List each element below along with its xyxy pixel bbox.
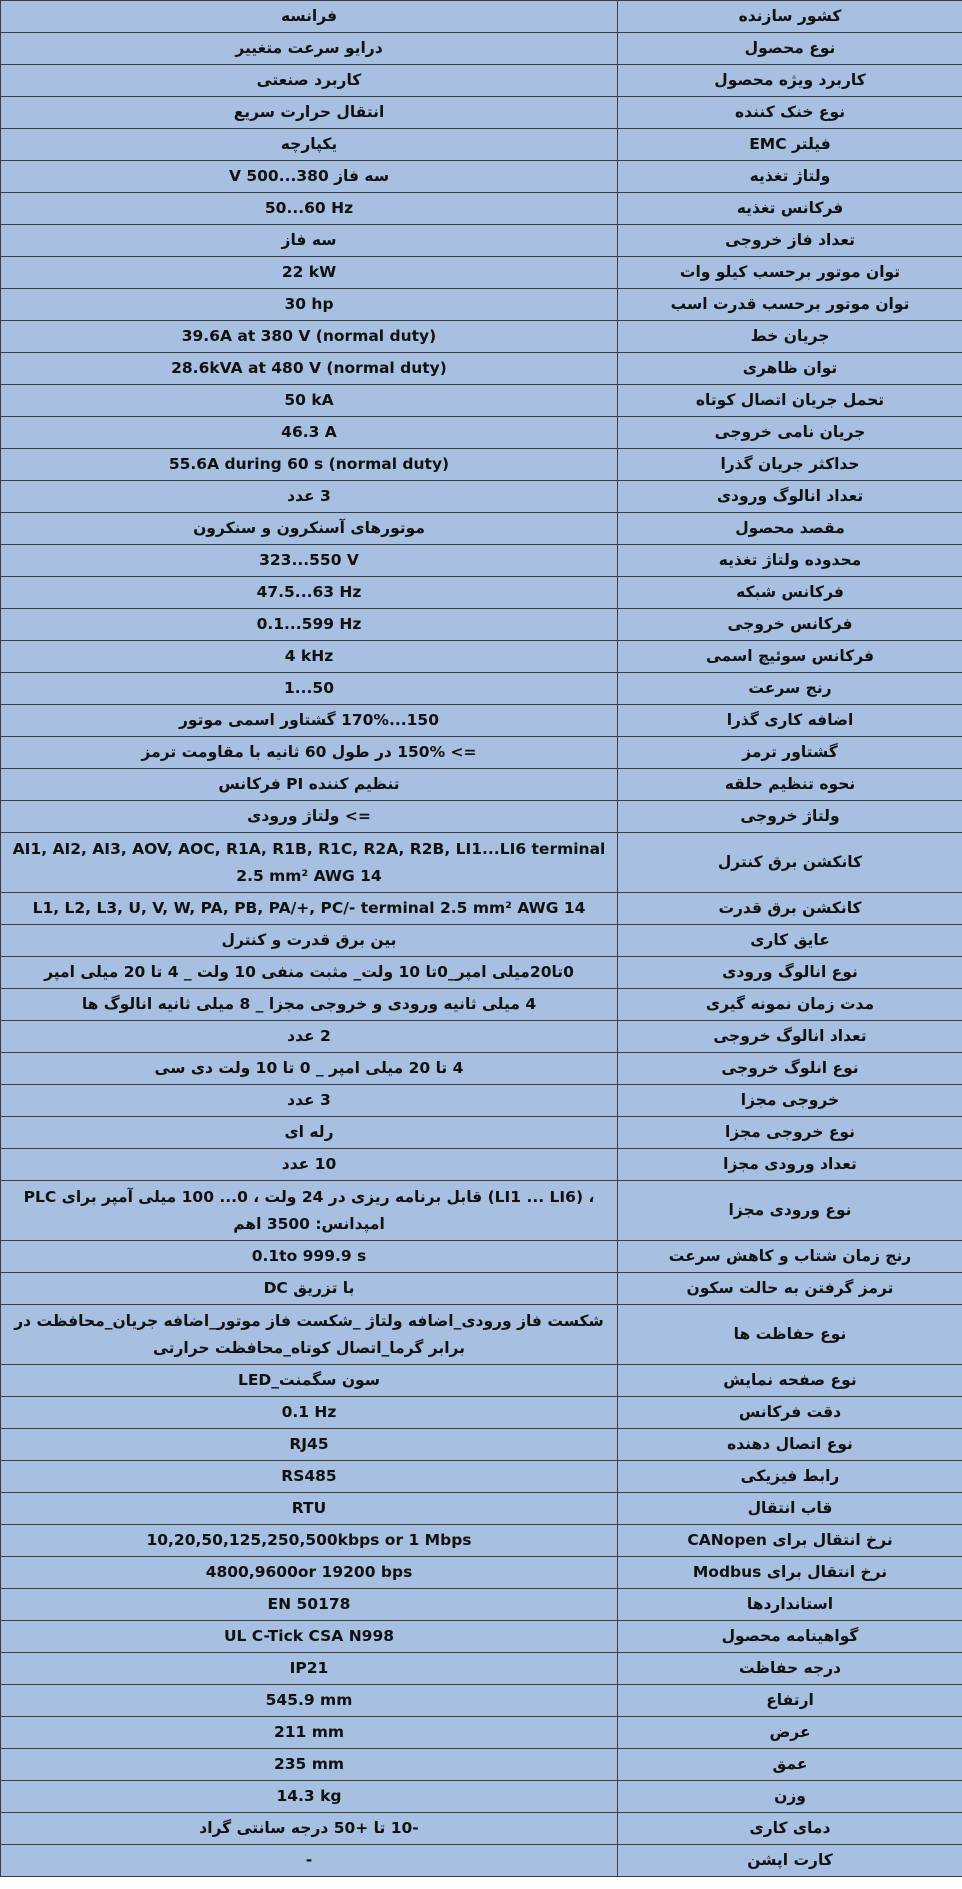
spec-label: نوع ورودی مجزا [618, 1181, 962, 1241]
spec-row [1, 1845, 962, 1877]
spec-row [1, 989, 962, 1021]
spec-label: تعداد انالوگ خروجی [618, 1021, 962, 1053]
spec-value: 323...550 V [1, 545, 618, 577]
spec-value: RTU [1, 1493, 618, 1525]
spec-label: ترمز گرفتن به حالت سکون [618, 1273, 962, 1305]
spec-row [1, 705, 962, 737]
spec-value: RS485 [1, 1461, 618, 1493]
spec-value: => ولتاژ ورودی [1, 801, 618, 833]
spec-label: رنج زمان شتاب و کاهش سرعت [618, 1241, 962, 1273]
spec-label: رابط فیزیکی [618, 1461, 962, 1493]
spec-row [1, 925, 962, 957]
spec-label: فرکانس سوئیچ اسمی [618, 641, 962, 673]
spec-value: رله ای [1, 1117, 618, 1149]
spec-label: فیلتر EMC [618, 129, 962, 161]
spec-label: درجه حفاظت [618, 1653, 962, 1685]
spec-value: 235 mm [1, 1749, 618, 1781]
spec-label: جریان نامی خروجی [618, 417, 962, 449]
spec-label: تعداد ورودی مجزا [618, 1149, 962, 1181]
spec-label: نرخ انتقال برای CANopen [618, 1525, 962, 1557]
spec-value: L1, L2, L3, U, V, W, PA, PB, PA/+, PC/- terminal 2.5 mm² AWG 14 [1, 893, 618, 925]
spec-label: گواهینامه محصول [618, 1621, 962, 1653]
spec-label: توان موتور برحسب قدرت اسب [618, 289, 962, 321]
spec-row [1, 833, 962, 893]
spec-value: 4 kHz [1, 641, 618, 673]
spec-row [1, 1053, 962, 1085]
spec-row [1, 33, 962, 65]
spec-row [1, 481, 962, 513]
spec-row [1, 513, 962, 545]
spec-row [1, 161, 962, 193]
spec-row [1, 193, 962, 225]
spec-value: 3 عدد [1, 1085, 618, 1117]
spec-value: کاربرد صنعتی [1, 65, 618, 97]
spec-row [1, 737, 962, 769]
spec-value: PLC قابل برنامه ریزی در 24 ولت ، 0... 100 میلی آمپر برای (LI1 ... LI6) ، امپدانس: 3500 اهم [1, 1181, 618, 1241]
spec-label: خروجی مجزا [618, 1085, 962, 1117]
spec-value: 55.6A during 60 s (normal duty) [1, 449, 618, 481]
spec-row [1, 1653, 962, 1685]
spec-row [1, 1749, 962, 1781]
spec-row [1, 1781, 962, 1813]
spec-row [1, 801, 962, 833]
spec-value: 4800,9600or 19200 bps [1, 1557, 618, 1589]
spec-label: گشتاور ترمز [618, 737, 962, 769]
spec-value: EN 50178 [1, 1589, 618, 1621]
spec-value: 3 عدد [1, 481, 618, 513]
spec-row [1, 641, 962, 673]
spec-row [1, 673, 962, 705]
spec-row [1, 1717, 962, 1749]
spec-row [1, 1117, 962, 1149]
spec-label: توان ظاهری [618, 353, 962, 385]
spec-label: کاربرد ویژه محصول [618, 65, 962, 97]
spec-value: 150...170% گشتاور اسمی موتور [1, 705, 618, 737]
spec-value: سه فاز [1, 225, 618, 257]
spec-label: نوع انلوگ خروجی [618, 1053, 962, 1085]
spec-value: - [1, 1845, 618, 1877]
spec-row [1, 1181, 962, 1241]
spec-value: 50...60 Hz [1, 193, 618, 225]
spec-value: بین برق قدرت و کنترل [1, 925, 618, 957]
spec-label: استانداردها [618, 1589, 962, 1621]
spec-label: فرکانس شبکه [618, 577, 962, 609]
spec-row [1, 321, 962, 353]
spec-row [1, 609, 962, 641]
spec-row [1, 957, 962, 989]
spec-label: نوع محصول [618, 33, 962, 65]
spec-label: فرکانس خروجی [618, 609, 962, 641]
spec-label: تعداد انالوگ ورودی [618, 481, 962, 513]
spec-value: درایو سرعت متغییر [1, 33, 618, 65]
spec-label: محدوده ولتاژ تغذیه [618, 545, 962, 577]
spec-label: نوع صفحه نمایش [618, 1365, 962, 1397]
spec-label: ارتفاع [618, 1685, 962, 1717]
spec-value: => 150% در طول 60 ثانیه با مقاومت ترمز [1, 737, 618, 769]
spec-label: کانکشن برق قدرت [618, 893, 962, 925]
spec-row [1, 1, 962, 33]
spec-value: IP21 [1, 1653, 618, 1685]
spec-value: 2 عدد [1, 1021, 618, 1053]
spec-label: عمق [618, 1749, 962, 1781]
spec-label: دقت فرکانس [618, 1397, 962, 1429]
spec-label: حداکثر جریان گذرا [618, 449, 962, 481]
spec-label: جریان خط [618, 321, 962, 353]
spec-row [1, 1397, 962, 1429]
spec-row [1, 1021, 962, 1053]
spec-label: دمای کاری [618, 1813, 962, 1845]
spec-value: UL C-Tick CSA N998 [1, 1621, 618, 1653]
spec-row [1, 1557, 962, 1589]
spec-table-body [1, 1, 962, 1877]
spec-value: شکست فاز ورودی_اضافه ولتاژ _شکست فاز موتور_اضافه جریان_محافظت در برابر گرما_اتصال کوتاه_محافظت حرارتی [1, 1305, 618, 1365]
spec-value: 30 hp [1, 289, 618, 321]
spec-value: 47.5...63 Hz [1, 577, 618, 609]
spec-label: نوع اتصال دهنده [618, 1429, 962, 1461]
spec-row [1, 1365, 962, 1397]
spec-value: 545.9 mm [1, 1685, 618, 1717]
spec-row [1, 1149, 962, 1181]
spec-value: 28.6kVA at 480 V (normal duty) [1, 353, 618, 385]
spec-row [1, 1085, 962, 1117]
spec-row [1, 1685, 962, 1717]
spec-label: وزن [618, 1781, 962, 1813]
spec-row [1, 417, 962, 449]
spec-label: نرخ انتقال برای Modbus [618, 1557, 962, 1589]
spec-row [1, 1273, 962, 1305]
spec-value: 10 عدد [1, 1149, 618, 1181]
spec-label: عایق کاری [618, 925, 962, 957]
spec-label: مقصد محصول [618, 513, 962, 545]
spec-row [1, 385, 962, 417]
spec-label: مدت زمان نمونه گیری [618, 989, 962, 1021]
spec-value: 4 میلی ثانیه ورودی و خروجی مجزا _ 8 میلی ثانیه انالوگ ها [1, 989, 618, 1021]
spec-value: AI1, AI2, AI3, AOV, AOC, R1A, R1B, R1C, R2A, R2B, LI1...LI6 terminal 2.5 mm² AWG 14 [1, 833, 618, 893]
spec-value: سون سگمنت_LED [1, 1365, 618, 1397]
spec-row [1, 1429, 962, 1461]
spec-value: 4 تا 20 میلی امپر _ 0 تا 10 ولت دی سی [1, 1053, 618, 1085]
spec-value: 50 kA [1, 385, 618, 417]
spec-value: موتورهای آسنکرون و سنکرون [1, 513, 618, 545]
spec-value: فرانسه [1, 1, 618, 33]
spec-value: -10 تا +50 درجه سانتی گراد [1, 1813, 618, 1845]
spec-row [1, 1621, 962, 1653]
spec-label: تعداد فاز خروجی [618, 225, 962, 257]
spec-label: کشور سازنده [618, 1, 962, 33]
spec-label: عرض [618, 1717, 962, 1749]
spec-row [1, 225, 962, 257]
spec-value: RJ45 [1, 1429, 618, 1461]
spec-label: نوع حفاظت ها [618, 1305, 962, 1365]
spec-row [1, 1241, 962, 1273]
spec-row [1, 353, 962, 385]
spec-row [1, 1813, 962, 1845]
spec-row [1, 893, 962, 925]
spec-label: کارت اپشن [618, 1845, 962, 1877]
spec-row [1, 289, 962, 321]
spec-row [1, 449, 962, 481]
spec-value: 0.1...599 Hz [1, 609, 618, 641]
spec-value: 22 kW [1, 257, 618, 289]
spec-row [1, 129, 962, 161]
spec-row [1, 1525, 962, 1557]
spec-row [1, 545, 962, 577]
spec-value: 0.1 Hz [1, 1397, 618, 1429]
spec-value: سه فاز 380...500 V [1, 161, 618, 193]
spec-row [1, 769, 962, 801]
spec-value: یکپارچه [1, 129, 618, 161]
spec-value: 14.3 kg [1, 1781, 618, 1813]
spec-value: انتقال حرارت سریع [1, 97, 618, 129]
spec-label: فرکانس تغذیه [618, 193, 962, 225]
spec-value: تنظیم کننده PI فرکانس [1, 769, 618, 801]
spec-row [1, 577, 962, 609]
spec-label: کانکشن برق کنترل [618, 833, 962, 893]
spec-label: نحوه تنظیم حلقه [618, 769, 962, 801]
spec-value: 39.6A at 380 V (normal duty) [1, 321, 618, 353]
spec-label: ولتاژ خروجی [618, 801, 962, 833]
spec-row [1, 65, 962, 97]
spec-label: توان موتور برحسب کیلو وات [618, 257, 962, 289]
spec-label: نوع خروجی مجزا [618, 1117, 962, 1149]
spec-label: نوع خنک کننده [618, 97, 962, 129]
spec-value: 211 mm [1, 1717, 618, 1749]
spec-row [1, 1461, 962, 1493]
spec-label: نوع انالوگ ورودی [618, 957, 962, 989]
spec-row [1, 1305, 962, 1365]
spec-row [1, 1589, 962, 1621]
spec-label: تحمل جریان اتصال کوتاه [618, 385, 962, 417]
spec-label: ولتاژ تغذیه [618, 161, 962, 193]
spec-value: 1...50 [1, 673, 618, 705]
spec-label: قاب انتقال [618, 1493, 962, 1525]
spec-row [1, 1493, 962, 1525]
spec-value: با تزریق DC [1, 1273, 618, 1305]
spec-value: 0تا20میلی امپر_0تا 10 ولت_ مثبت منفی 10 ولت _ 4 تا 20 میلی امپر [1, 957, 618, 989]
spec-value: 10,20,50,125,250,500kbps or 1 Mbps [1, 1525, 618, 1557]
spec-label: اضافه کاری گذرا [618, 705, 962, 737]
spec-row [1, 97, 962, 129]
spec-label: رنج سرعت [618, 673, 962, 705]
spec-row [1, 257, 962, 289]
spec-value: 46.3 A [1, 417, 618, 449]
spec-value: 0.1to 999.9 s [1, 1241, 618, 1273]
